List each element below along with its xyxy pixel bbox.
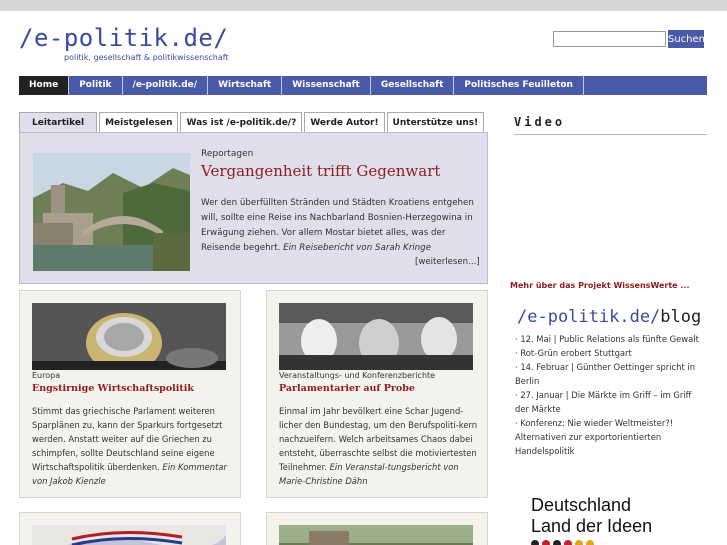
article-card-text — [279, 404, 479, 488]
banner-line-2: Land der Ideen — [531, 516, 653, 536]
featured-body: Wer den überfüllten Stränden und Städten Kroatiens entgehen will, sollte eine Reise ins Nachbarland Bosnien-Herzegowina in Erwägung ziehen. Vor allem Mostar bietet alles, was der Reisende begehrt. — [201, 198, 474, 253]
article-card-byline: Ein Kommentar von Jakob Kienzle — [32, 462, 227, 486]
blog-list-item[interactable]: · 27. Januar | Die Märkte im Griff – im Griff der Märkte — [515, 390, 692, 414]
banner-line-1: Deutschland — [531, 495, 632, 515]
search-button[interactable]: Suchen — [668, 30, 704, 48]
article-card — [19, 512, 241, 545]
featured-title[interactable]: Vergangenheit trifft Gegenwart — [201, 162, 441, 180]
article-card-body: Einmal im Jahr bevölkert eine Schar Jugend-licher den Bundestag, um den Berufspoliti-kern nachzueifern. Welch arbeitsames Chaos dabei entsteht, überraschte selbst die motiviertesten Teilnehmer. — [279, 406, 478, 472]
banner-dot — [586, 540, 594, 545]
blog-list-item[interactable]: · Rot-Grün erobert Stuttgart — [515, 348, 632, 358]
blog-list-item[interactable]: · 14. Februar | Günther Oettinger spricht in Berlin — [515, 362, 696, 386]
nav-item-wissenschaft[interactable]: Wissenschaft — [282, 76, 371, 95]
featured-text — [201, 196, 478, 256]
featured-read-more-link[interactable]: [weiterlesen...] — [415, 257, 480, 267]
article-card-kicker: Veranstaltungs- und Konferenzberichte — [279, 371, 436, 380]
article-card-text — [32, 404, 232, 488]
article-card-image[interactable] — [32, 303, 226, 370]
blog-logo[interactable] — [517, 307, 701, 327]
browser-top-strip — [0, 0, 727, 11]
video-section-title: Video — [514, 115, 566, 129]
banner-dot — [575, 540, 583, 545]
nav-item-gesellschaft[interactable]: Gesellschaft — [371, 76, 455, 95]
tab-leitartikel[interactable]: Leitartikel — [19, 112, 97, 133]
site-tagline: politik, gesellschaft & politikwissenschaft — [64, 53, 229, 62]
article-card — [266, 290, 488, 498]
blog-list-item[interactable]: · Konferenz: Nie wieder Weltmeister?! Alternativen zur exportorientierten Handelspolitik — [515, 418, 674, 456]
tab-werde-autor[interactable]: Werde Autor! — [304, 112, 384, 133]
featured-kicker: Reportagen — [201, 149, 254, 159]
nav-item-home[interactable]: Home — [19, 76, 69, 95]
blog-logo-main: /e-politik.de/ — [517, 307, 661, 327]
banner-dots — [531, 540, 594, 545]
tab-unterstuetze[interactable]: Unterstütze uns! — [387, 112, 485, 133]
article-card — [19, 290, 241, 498]
tab-was-ist[interactable]: Was ist /e-politik.de/? — [180, 112, 302, 133]
featured-article-image[interactable] — [33, 153, 190, 271]
featured-byline: Ein Reisebericht von Sarah Kringe — [283, 243, 432, 253]
banner-dot — [542, 540, 550, 545]
article-card-image[interactable] — [32, 525, 226, 545]
search-input[interactable] — [553, 31, 666, 47]
content-tabs — [19, 112, 486, 133]
site-logo[interactable]: /e-politik.de/ — [19, 24, 229, 52]
article-card-title[interactable]: Engstirnige Wirtschaftspolitik — [32, 383, 194, 394]
blog-logo-suffix: blog — [660, 307, 702, 327]
nav-item-politik[interactable]: Politik — [69, 76, 122, 95]
blog-list — [515, 332, 707, 458]
article-card-byline: Ein Veranstal-tungsbericht von Marie-Christine Dähn — [279, 462, 459, 486]
banner-dot — [531, 540, 539, 545]
banner-dot — [564, 540, 572, 545]
tab-meistgelesen[interactable]: Meistgelesen — [99, 112, 178, 133]
article-card-image[interactable] — [279, 525, 473, 545]
article-card-body: Stimmt das griechische Parlament weiteren Sparplänen zu, kann der Sparkurs fortgesetzt werden. Anstatt weiter auf die Griechen zu schimpfen, sollte Deutschland seine eigene Wirtschaftspolitik überdenken. — [32, 406, 223, 472]
article-card-kicker: Europa — [32, 371, 61, 380]
deutschland-banner[interactable] — [531, 495, 652, 537]
nav-item-e-politik[interactable]: /e-politik.de/ — [123, 76, 209, 95]
banner-dot — [553, 540, 561, 545]
blog-list-item[interactable]: · 12. Mai | Public Relations als fünfte Gewalt — [515, 334, 699, 344]
article-card — [266, 512, 488, 545]
divider — [514, 134, 707, 135]
article-card-image[interactable] — [279, 303, 473, 370]
featured-article — [19, 132, 488, 284]
main-navigation — [19, 76, 707, 95]
nav-item-wirtschaft[interactable]: Wirtschaft — [208, 76, 282, 95]
nav-item-feuilleton[interactable]: Politisches Feuilleton — [454, 76, 584, 95]
article-card-title[interactable]: Parlamentarier auf Probe — [279, 383, 415, 394]
wissenswerte-link[interactable]: Mehr über das Projekt WissensWerte ... — [510, 281, 690, 290]
